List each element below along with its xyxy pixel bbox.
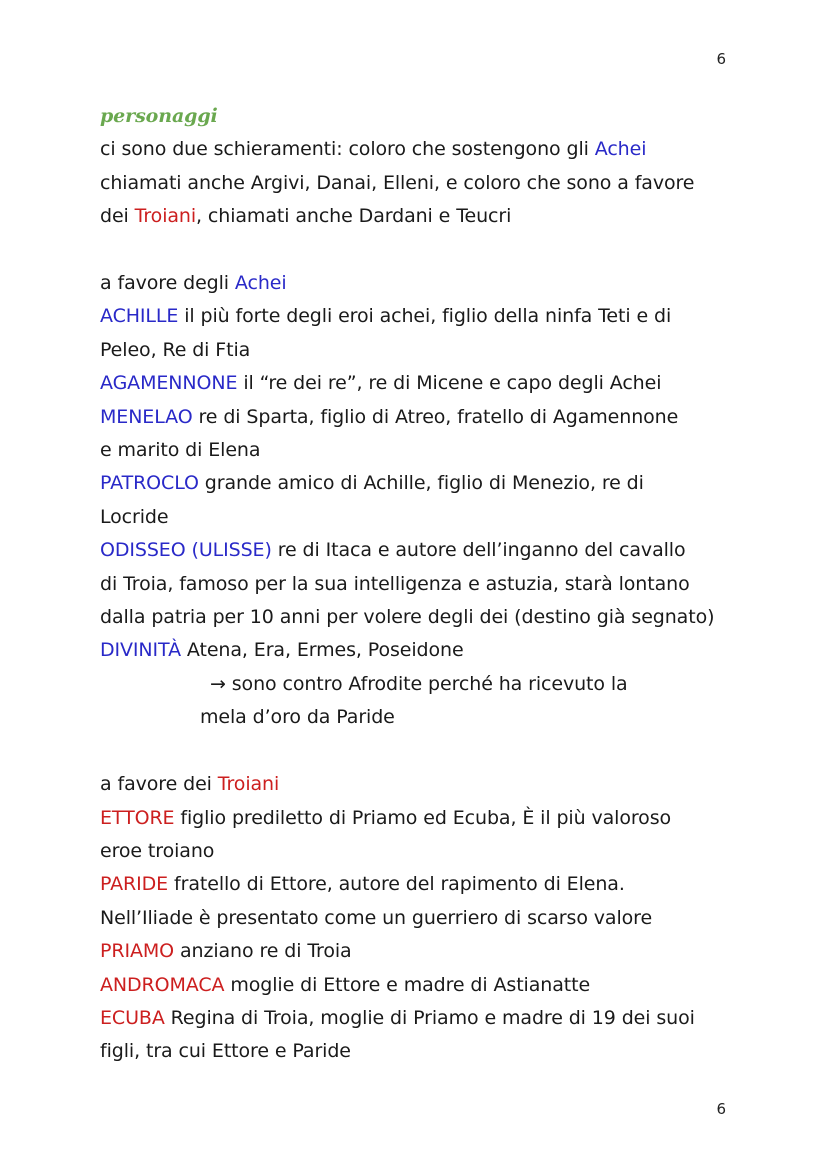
character-name: DIVINITÀ bbox=[100, 639, 181, 662]
character-name: PRIAMO bbox=[100, 940, 175, 963]
character-entry-cont: Peleo, Re di Ftia bbox=[100, 338, 251, 361]
character-entry-cont: dalla patria per 10 anni per volere degli dei (destino già segnato) bbox=[100, 606, 715, 629]
character-entry: ETTORE figlio prediletto di Priamo ed Ecuba, È il più valoroso bbox=[100, 806, 672, 829]
character-entry: DIVINITÀ Atena, Era, Ermes, Poseidone bbox=[100, 639, 464, 662]
character-entry: AGAMENNONE il “re dei re”, re di Micene e capo degli Achei bbox=[100, 372, 662, 395]
character-name: ODISSEO (ULISSE) bbox=[100, 539, 272, 562]
character-name: ECUBA bbox=[100, 1006, 165, 1029]
page-number-top: 6 bbox=[716, 50, 726, 68]
document-body bbox=[100, 100, 740, 1069]
character-entry: PARIDE fratello di Ettore, autore del rapimento di Elena. bbox=[100, 873, 625, 896]
achei-name: Achei bbox=[594, 138, 647, 161]
achei-section-title: a favore degli Achei bbox=[100, 272, 287, 295]
page-number-bottom: 6 bbox=[716, 1100, 726, 1118]
character-entry-cont: e marito di Elena bbox=[100, 439, 261, 462]
character-name: PARIDE bbox=[100, 873, 169, 896]
character-name: PATROCLO bbox=[100, 472, 199, 495]
achei-name: Achei bbox=[234, 272, 287, 295]
character-entry-cont: eroe troiano bbox=[100, 839, 215, 862]
character-name: ANDROMACA bbox=[100, 973, 225, 996]
character-entry: MENELAO re di Sparta, figlio di Atreo, fratello di Agamennone bbox=[100, 405, 679, 428]
note-line: mela d’oro da Paride bbox=[200, 706, 395, 729]
character-entry-cont: Nell’Iliade è presentato come un guerriero di scarso valore bbox=[100, 906, 653, 929]
troiani-name: Troiani bbox=[217, 773, 280, 796]
character-entry-cont: Locride bbox=[100, 505, 169, 528]
character-entry: ACHILLE il più forte degli eroi achei, figlio della ninfa Teti e di bbox=[100, 305, 672, 328]
troiani-section-title: a favore dei Troiani bbox=[100, 773, 280, 796]
character-entry-cont: di Troia, famoso per la sua intelligenza e astuzia, starà lontano bbox=[100, 572, 690, 595]
character-name: ETTORE bbox=[100, 806, 175, 829]
section-heading: personaggi bbox=[100, 105, 218, 127]
intro-line-1: ci sono due schieramenti: coloro che sostengono gli Achei bbox=[100, 138, 647, 161]
character-entry: PATROCLO grande amico di Achille, figlio di Menezio, re di bbox=[100, 472, 644, 495]
character-entry: ECUBA Regina di Troia, moglie di Priamo e madre di 19 dei suoi bbox=[100, 1006, 695, 1029]
character-entry: PRIAMO anziano re di Troia bbox=[100, 940, 352, 963]
character-name: AGAMENNONE bbox=[100, 372, 238, 395]
character-entry: ANDROMACA moglie di Ettore e madre di Astianatte bbox=[100, 973, 591, 996]
troiani-name: Troiani bbox=[134, 205, 197, 228]
character-entry: ODISSEO (ULISSE) re di Itaca e autore dell’inganno del cavallo bbox=[100, 539, 686, 562]
intro-line-3: dei Troiani, chiamati anche Dardani e Teucri bbox=[100, 205, 512, 228]
intro-line-2: chiamati anche Argivi, Danai, Elleni, e coloro che sono a favore bbox=[100, 171, 695, 194]
character-name: ACHILLE bbox=[100, 305, 179, 328]
character-name: MENELAO bbox=[100, 405, 193, 428]
character-entry-cont: figli, tra cui Ettore e Paride bbox=[100, 1040, 351, 1063]
note-line: → sono contro Afrodite perché ha ricevuto la bbox=[210, 672, 628, 695]
